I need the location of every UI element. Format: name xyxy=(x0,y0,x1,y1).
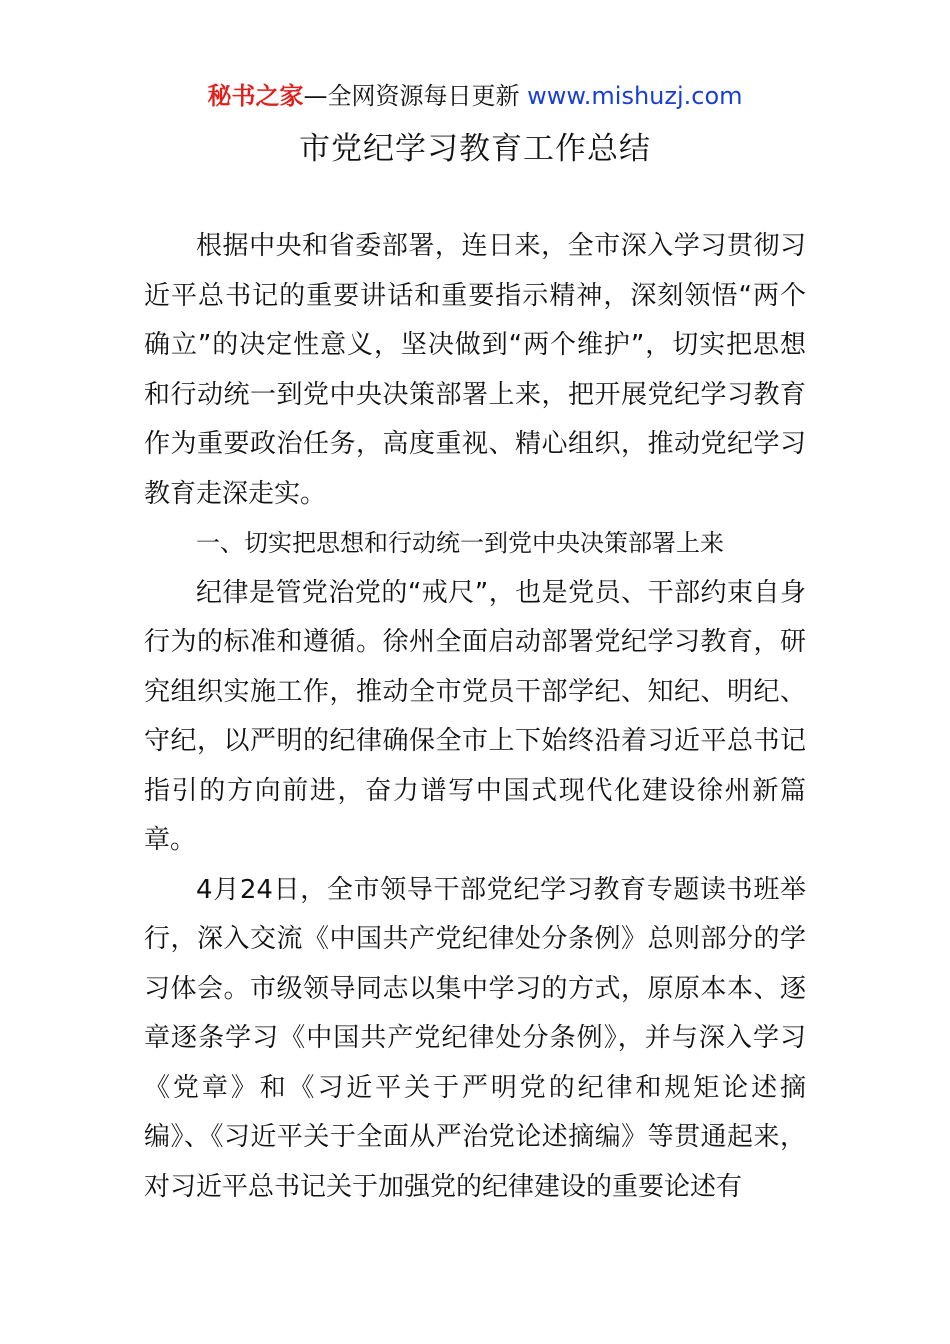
section-heading-1: 一、切实把思想和行动统一到党中央决策部署上来 xyxy=(196,529,724,557)
paragraph-study-class: 4月24日，全市领导干部党纪学习教育专题读书班举行，深入交流《中国共产党纪律处分条例》总则部分的学习体会。市级领导同志以集中学习的方式，原原本本、逐章逐条学习《中国共产党纪律处分条例》，并与深入学习《党章》和《习近平关于严明党的纪律和规矩论述摘编》、《习近平关于全面从严治党论述摘编》等贯通起来，对习近平总书记关于加强党的纪律建设的重要论述有 xyxy=(144,874,806,1202)
banner-tagline: —全网资源每日更新 xyxy=(303,82,528,110)
brand-name: 秘书之家 xyxy=(207,82,304,110)
site-banner xyxy=(0,80,950,112)
site-url-link[interactable]: www.mishuzj.com xyxy=(527,82,743,110)
document-body xyxy=(144,222,806,1212)
document-title: 市党纪学习教育工作总结 xyxy=(299,131,651,167)
paragraph-intro: 根据中央和省委部署，连日来，全市深入学习贯彻习近平总书记的重要讲话和重要指示精神，深刻领悟“两个确立”的决定性意义，坚决做到“两个维护”，切实把思想和行动统一到党中央决策部署上来，把开展党纪学习教育作为重要政治任务，高度重视、精心组织，推动党纪学习教育走深走实。 xyxy=(144,231,806,509)
paragraph-discipline: 纪律是管党治党的“戒尺”，也是党员、干部约束自身行为的标准和遵循。徐州全面启动部署党纪学习教育，研究组织实施工作，推动全市党员干部学纪、知纪、明纪、守纪，以严明的纪律确保全市上下始终沿着习近平总书记指引的方向前进，奋力谱写中国式现代化建设徐州新篇章。 xyxy=(144,577,806,855)
